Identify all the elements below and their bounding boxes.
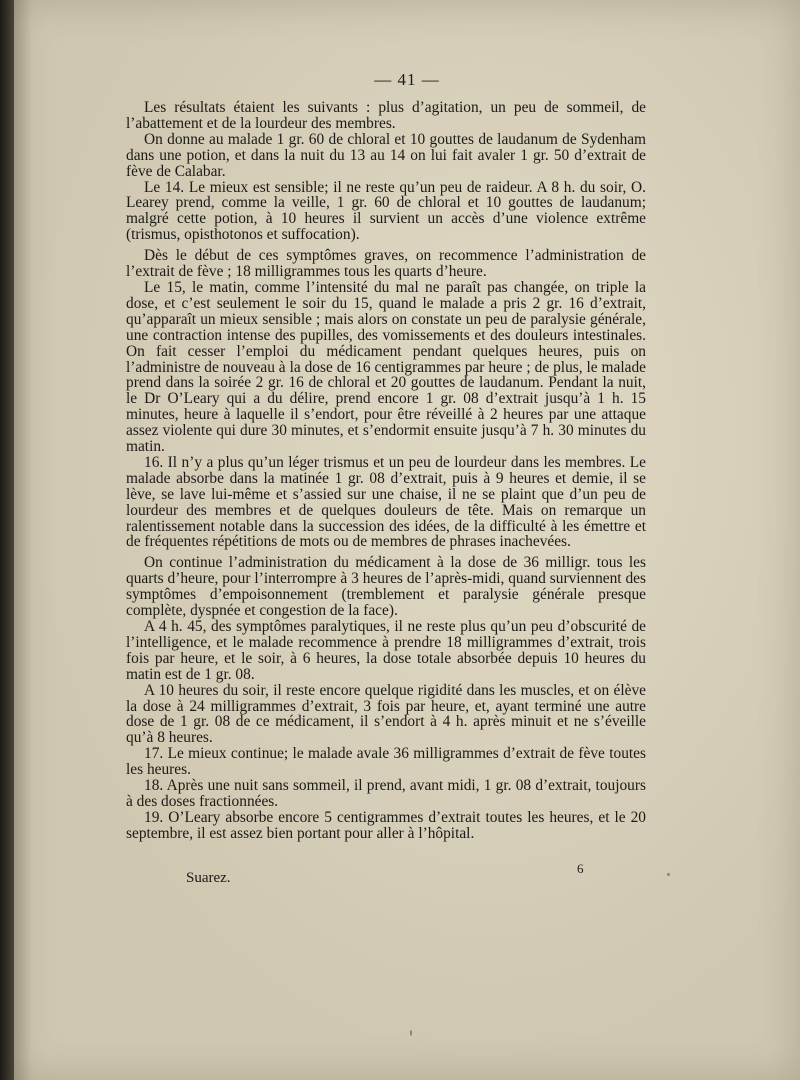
page-body-text	[126, 100, 646, 842]
paragraph: 16. Il n’y a plus qu’un léger trismus et un peu de lourdeur dans les membres. Le malade absorbe dans la matinée 1 gr. 08 d’extrait, puis à 9 heures et demie, il se lève, se lave lui-même et s’assied sur une chaise, il ne se plaint que d’un peu de lourdeur des membres et de quelques douleurs de tête. Mais on remarque un ralentissement notable dans la succession des idées, de la difficulté à les émettre et de fréquentes répétitions de mots ou de membres de phrases inachevées.	[126, 453, 646, 551]
paragraph: 19. O’Leary absorbe encore 5 centigrammes d’extrait toutes les heures, et le 20 septembre, il est assez bien portant pour aller à l’hôpital.	[126, 808, 646, 842]
document-page	[14, 0, 800, 1080]
book-binding-edge	[0, 0, 14, 1080]
page-number: — 41 —	[374, 70, 440, 89]
paragraph: Le 15, le matin, comme l’intensité du mal ne paraît pas changée, on triple la dose, et c’est seulement le soir du 15, quand le malade a pris 2 gr. 16 d’extrait, qu’apparaît un mieux sensible ; mais alors on constate un peu de paralysie générale, une contraction intense des pupilles, des vomissements et des douleurs intestinales. On fait cesser l’emploi du médicament pendant quelques heures, puis on l’administre de nouveau à la dose de 16 centigrammes par heure ; de plus, le malade prend dans la soirée 2 gr. 16 de chloral et 20 gouttes de laudanum. Pendant la nuit, le Dr O’Leary qui a du délire, prend encore 1 gr. 08 d’extrait jusqu’à 1 h. 15 minutes, heure à laquelle il s’endort, pour être réveillé à 2 heures par une attaque assez violente qui dure 30 minutes, et s’endormit ensuite jusqu’à 7 h. 30 minutes du matin.	[126, 278, 646, 456]
paragraph: 18. Après une nuit sans sommeil, il prend, avant midi, 1 gr. 08 d’extrait, toujours à des doses fractionnées.	[126, 777, 646, 810]
paper-speck	[667, 873, 670, 876]
paragraph: On continue l’administration du médicament à la dose de 36 milligr. tous les quarts d’heure, pour l’interrompre à 3 heures de l’après-midi, quand surviennent des symptômes d’empoisonnement (tremblement et paralysie générale presque complète, dyspnée et congestion de la face).	[126, 554, 646, 620]
paragraph: A 4 h. 45, des symptômes paralytiques, il ne reste plus qu’un peu d’obscurité de l’intelligence, et le malade recommence à prendre 18 milligrammes d’extrait, trois fois par heure, et le soir, à 6 heures, la dose totale absorbée depuis 10 heures du matin est de 1 gr. 08.	[126, 618, 646, 683]
paragraph: Les résultats étaient les suivants : plus d’agitation, un peu de sommeil, de l’abattement et de la lourdeur des membres.	[126, 99, 646, 132]
paragraph: 17. Le mieux continue; le malade avale 36 milligrammes d’extrait de fève toutes les heures.	[126, 745, 646, 779]
paragraph: On donne au malade 1 gr. 60 de chloral et 10 gouttes de laudanum de Sydenham dans une potion, et dans la nuit du 13 au 14 on lui fait avaler 1 gr. 50 d’extrait de fève de Calabar.	[126, 130, 646, 180]
author-signature: Suarez.	[186, 870, 231, 886]
paragraph: Dès le début de ces symptômes graves, on recommence l’administration de l’extrait de fève ; 18 milligrammes tous les quarts d’heure.	[126, 247, 646, 281]
paragraph: Le 14. Le mieux est sensible; il ne reste qu’un peu de raideur. A 8 h. du soir, O. Learey prend, comme la veille, 1 gr. 60 de chloral et 10 gouttes de laudanum; malgré cette potion, à 10 heures il survient un accès d’une violence extrême (trismus, opisthotonos et suffocation).	[126, 178, 646, 244]
paragraph: A 10 heures du soir, il reste encore quelque rigidité dans les muscles, et on élève la dose à 24 milligrammes d’extrait, 3 fois par heure, et, ayant terminé une autre dose de 1 gr. 08 de ce médicament, il s’endort à 4 h. après minuit et ne s’éveille qu’à 8 heures.	[126, 681, 646, 747]
paper-speck	[410, 1030, 412, 1036]
sheet-number: 6	[577, 861, 584, 876]
